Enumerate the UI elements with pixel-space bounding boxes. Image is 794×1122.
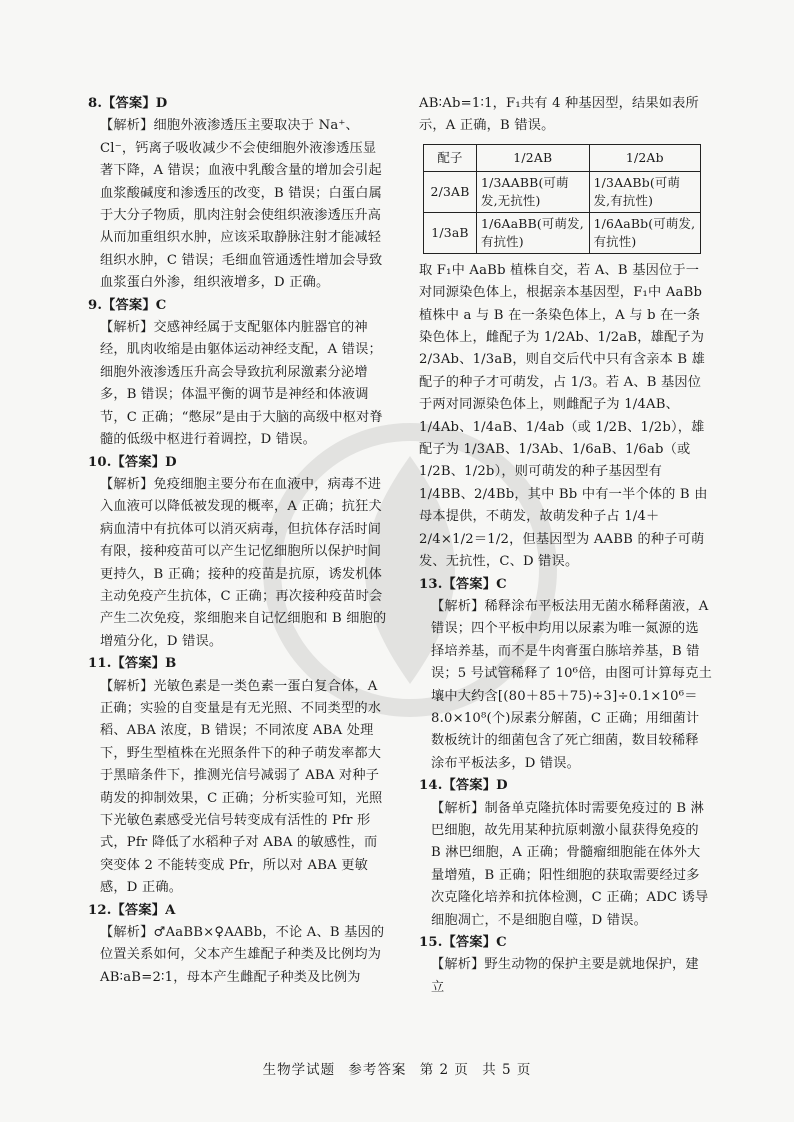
table-header-cell: 配子: [424, 144, 477, 171]
table-header-cell: 1/2Ab: [589, 144, 700, 171]
analysis-8: 【解析】细胞外液渗透压主要取决于 Na⁺、Cl⁻，钙离子吸收减少不会使细胞外液渗透压显著下降，A 错误；血液中乳酸含量的增加会引起血浆酸碱度和渗透压的改变，B 错误；白蛋白属于大分子物质，肌肉注射会使组织液渗透压升高从而加重组织水肿，应该采取静脉注射才能减轻组织水肿，C 错误；毛细血管通透性增加会导致血浆蛋白外渗，组织液增多，D 正确。: [100, 118, 383, 291]
answer-15: 15.【答案】C: [419, 935, 507, 950]
table-row: [424, 171, 701, 212]
table-header-cell: 1/2AB: [477, 144, 590, 171]
answer-11: 11.【答案】B: [88, 656, 177, 672]
table-row: [424, 212, 701, 253]
analysis-11: 【解析】光敏色素是一类色素一蛋白复合体，A 正确；实验的自变量是有无光照、不同类型的水稻、ABA 浓度，B 错误；不同浓度 ABA 处理下，野生型植株在光照条件下的种子萌发率都大于黑暗条件下，推测光信号减弱了 ABA 对种子萌发的抑制效果，C 正确；分析实验可知，光照下光敏色素感受光信号转变成有活性的 Pfr 形式，Pfr 降低了水稻种子对 ABA 的敏感性，而突变体 2 不能转变成 Pfr，所以对 ABA 更敏感，D 正确。: [100, 678, 383, 896]
footer-page: 第 2 页: [419, 1062, 469, 1078]
analysis-13: 【解析】稀释涂布平板法用无菌水稀释菌液，A 错误；四个平板中均用以尿素为唯一氮源的选择培养基，而不是牛肉膏蛋白胨培养基，B 错误；5 号试管稀释了 10⁶倍，由图可计算每克土壤中大约含[(80＋85＋75)÷3]÷0.1×10⁶＝8.0×10⁸(个)尿素分解菌，C 正确；用细菌计数板统计的细菌包含了死亡细菌，数目较稀释涂布平板法多，D 错误。: [431, 598, 713, 771]
analysis-14: 【解析】制备单克隆抗体时需要免疫过的 B 淋巴细胞，故先用某种抗原刺激小鼠获得免疫的 B 淋巴细胞，A 正确；骨髓瘤细胞能在体外大量增殖，B 正确；阳性细胞的获取需要经过多次克隆化培养和抗体检测，C 正确；ADC 诱导细胞凋亡，不是细胞自噬，D 错误。: [431, 800, 709, 928]
table-cell: 1/3AABB(可萌发,无抗性): [477, 171, 590, 212]
gamete-table: [423, 144, 701, 254]
table-header-row: [424, 144, 701, 171]
table-cell: 1/6AaBb(可萌发,有抗性): [589, 212, 700, 253]
footer-total: 共 5 页: [482, 1062, 532, 1078]
answer-12: 12.【答案】A: [88, 902, 176, 918]
right-column: [419, 93, 712, 999]
footer-subject: 生物学试题: [262, 1062, 336, 1078]
analysis-15: 【解析】野生动物的保护主要是就地保护，建立: [431, 957, 699, 995]
answer-8: 8.【答案】D: [88, 96, 168, 111]
page-footer: [0, 1058, 794, 1078]
analysis-12-continued: AB∶Ab=1∶1，F₁共有 4 种基因型，结果如表所示，A 正确，B 错误。: [419, 96, 699, 134]
table-cell: 1/3AABb(可萌发,有抗性): [589, 171, 700, 212]
answer-9: 9.【答案】C: [88, 297, 167, 313]
footer-type: 参考答案: [348, 1062, 407, 1078]
table-cell: 1/6AaBB(可萌发,有抗性): [477, 212, 590, 253]
analysis-10: 【解析】免疫细胞主要分布在血液中，病毒不进入血液可以降低被发现的概率，A 正确；抗狂犬病血清中有抗体可以消灭病毒，但抗体存活时间有限，接种疫苗可以产生记忆细胞所以保护时间更持久，B 正确；接种的疫苗是抗原，诱发机体主动免疫产生抗体，C 正确；再次接种疫苗时会产生二次免疫，浆细胞来自记忆细胞和 B 细胞的增殖分化，D 错误。: [100, 476, 387, 649]
analysis-9: 【解析】交感神经属于支配躯体内脏器官的神经，肌肉收缩是由躯体运动神经支配，A 错误；细胞外液渗透压升高会导致抗利尿激素分泌增多，B 错误；体温平衡的调节是神经和体液调节，C 正确；“憋尿”是由于大脑的高级中枢对脊髓的低级中枢进行着调控，D 错误。: [100, 320, 383, 448]
analysis-12-conclusion: 取 F₁中 AaBb 植株自交，若 A、B 基因位于一对同源染色体上，根据亲本基因型，F₁中 AaBb 植株中 a 与 B 在一条染色体上，A 与 b 在一条染色体上，雌配子为 1/2Ab、1/2aB，雄配子为 2/3Ab、1/3aB，则自交后代中只有含亲本 B 雄配子的种子才可萌发，占 1/3。若 A、B 基因位于两对同源染色体上，则雌配子为 1/4AB、1/4Ab、1/4aB、1/4ab（或 1/2B、1/2b），雄配子为 1/3AB、1/3Ab、1/6aB、1/6ab（或 1/2B、1/2b），则可萌发的种子基因型有 1/4BB、2/4Bb，其中 Bb 中有一半个体的 B 由母本提供，不萌发，故萌发种子占 1/4＋2/4×1/2＝1/2，但基因型为 AABB 的种子可萌发、无抗性，C、D 错误。: [419, 262, 708, 570]
table-cell: 2/3AB: [424, 171, 477, 212]
answer-14: 14.【答案】D: [419, 778, 508, 794]
answer-10: 10.【答案】D: [88, 454, 177, 470]
left-column: [88, 93, 388, 989]
answer-13: 13.【答案】C: [419, 576, 507, 592]
table-cell: 1/3aB: [424, 212, 477, 253]
analysis-12: 【解析】♂AaBB×♀AABb，不论 A、B 基因的位置关系如何，父本产生雄配子种类及比例均为 AB∶aB=2∶1，母本产生雌配子种类及比例为: [100, 925, 385, 985]
